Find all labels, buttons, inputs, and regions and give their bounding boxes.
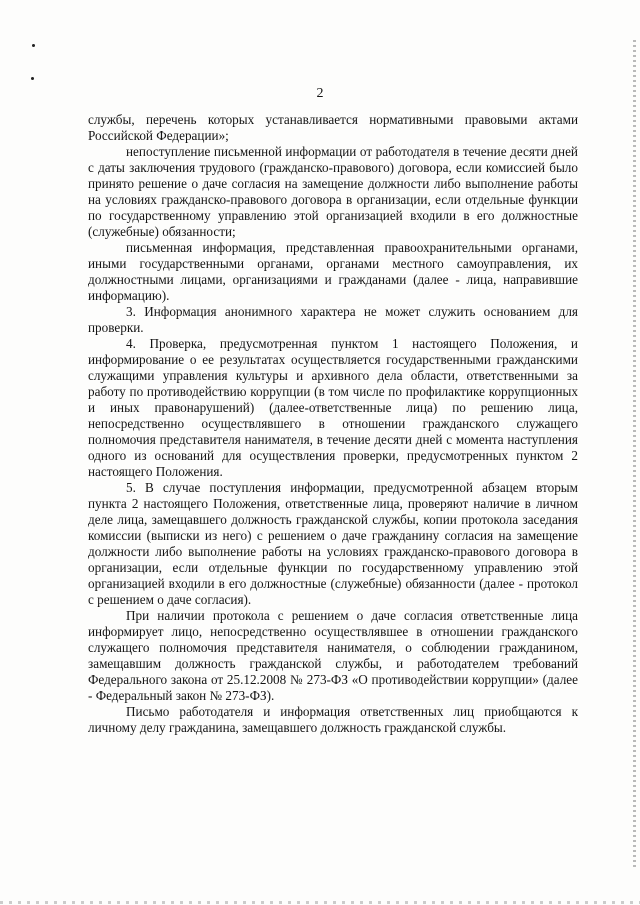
binding-hole-mark — [31, 77, 34, 80]
binding-hole-mark — [32, 44, 35, 47]
body-text — [88, 112, 578, 736]
scan-edge-artifact — [0, 901, 640, 904]
scan-edge-artifact — [633, 40, 636, 870]
paragraph: Письмо работодателя и информация ответственных лиц приобщаются к личному делу гражданина, замещавшего должность гражданской службы. — [88, 704, 578, 735]
paragraph: 5. В случае поступления информации, предусмотренной абзацем вторым пункта 2 настоящего Положения, ответственные лица, проверяют наличие в личном деле лица, замещавшего должность гражданской службы, копии протокола заседания комиссии (выписки из него) с решением о даче гражданину согласия на замещение должности либо выполнение работы на условиях гражданско-правового договора в организации, если отдельные функции по государственному управлению этой организацией входили в его должностные (служебные) обязанности (далее - протокол с решением о даче согласия). — [88, 480, 578, 607]
paragraph: письменная информация, представленная правоохранительными органами, иными государственными органами, органами местного самоуправления, их должностными лицами, организациями и гражданами (далее - лица, направившие информацию). — [88, 240, 578, 303]
paragraph: непоступление письменной информации от работодателя в течение десяти дней с даты заключения трудового (гражданско-правового) договора, если комиссией было принято решение о даче согласия на замещение должности либо выполнение работы на условиях гражданско-правового договора в организации, если отдельные функции по государственному управлению этой организацией входили в его должностные (служебные) обязанности; — [88, 144, 578, 239]
page-number: 2 — [316, 86, 324, 101]
paragraph: службы, перечень которых устанавливается нормативными правовыми актами Российской Федерации»; — [88, 112, 578, 143]
paragraph: 4. Проверка, предусмотренная пунктом 1 настоящего Положения, и информирование о ее результатах осуществляется государственными гражданскими служащими управления культуры и архивного дела области, ответственными за работу по противодействию коррупции (в том числе по профилактике коррупционных и иных правонарушений) (далее-ответственные лица) по решению лица, непосредственно осуществлявшего в отношении гражданского служащего полномочия представителя нанимателя, в течение десяти дней с момента наступления одного из оснований для осуществления проверки, предусмотренных пунктом 2 настоящего Положения. — [88, 336, 578, 479]
paragraph: При наличии протокола с решением о даче согласия ответственные лица информирует лицо, непосредственно осуществлявшее в отношении гражданского служащего полномочия представителя нанимателя, о соблюдении гражданином, замещавшим должность гражданской службы, и работодателем требований Федерального закона от 25.12.2008 № 273-ФЗ «О противодействии коррупции» (далее - Федеральный закон № 273-ФЗ). — [88, 608, 578, 703]
paragraph: 3. Информация анонимного характера не может служить основанием для проверки. — [88, 304, 578, 335]
